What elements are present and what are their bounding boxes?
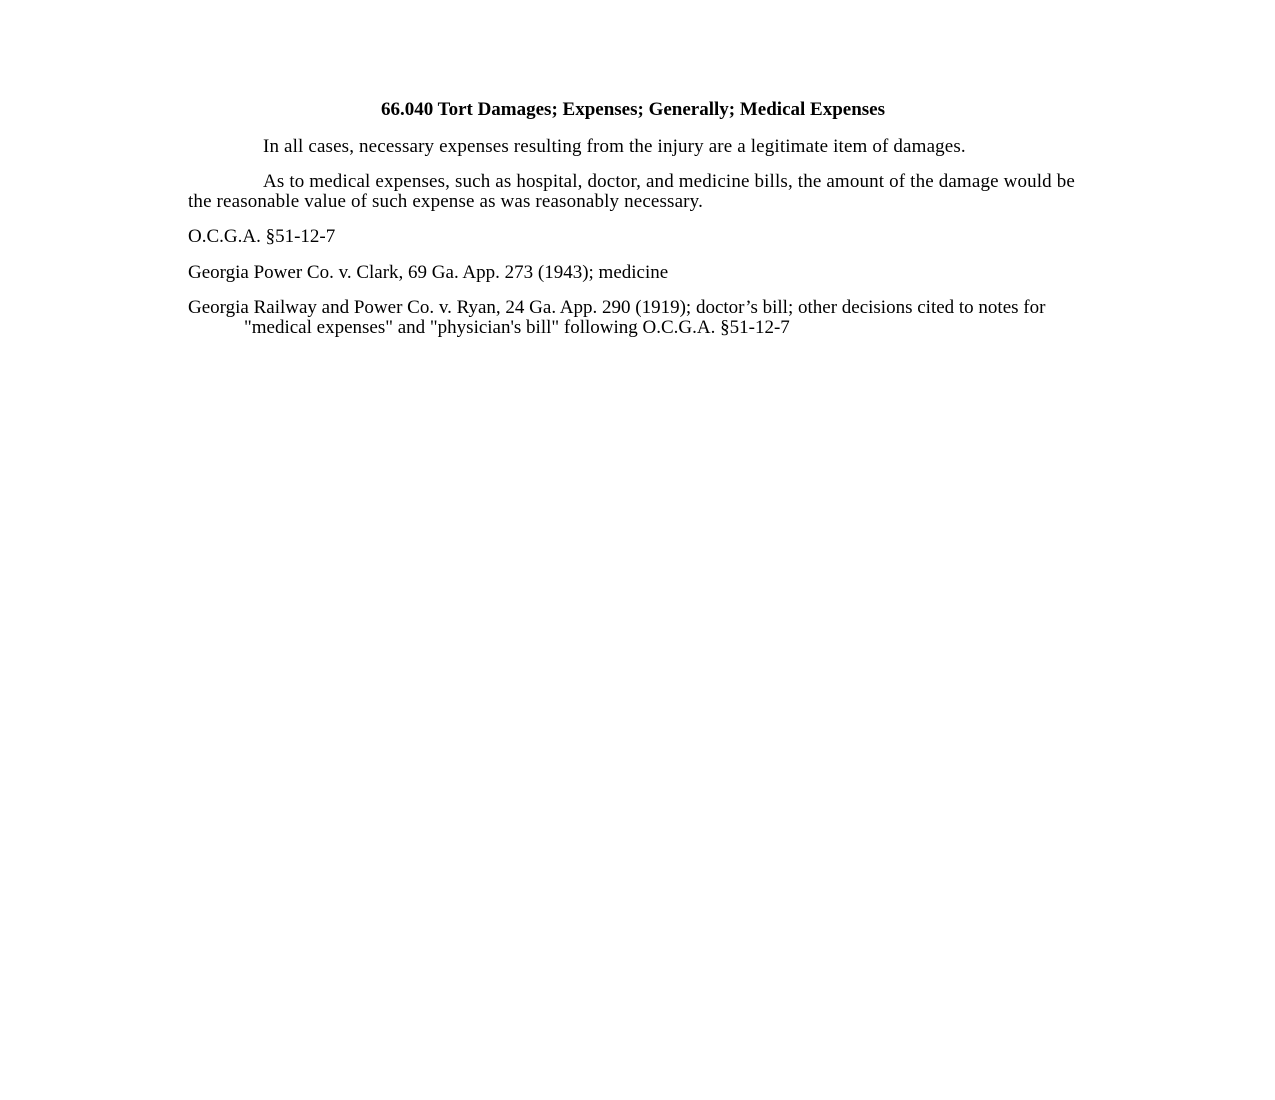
citation-statute: O.C.G.A. §51-12-7 — [188, 226, 336, 247]
citation-georgia-railway-v-ryan: Georgia Railway and Power Co. v. Ryan, 24 Ga. App. 290 (1919); doctor’s bill; other decisions cited to notes for "medical expenses" and "physician's bill" following O.C.G.A. §51-12-7 — [188, 297, 1046, 338]
paragraph-necessary-expenses: In all cases, necessary expenses resulting from the injury are a legitimate item of damages. — [263, 135, 966, 157]
paragraph-medical-expenses: As to medical expenses, such as hospital, doctor, and medicine bills, the amount of the damage would be the reasonable value of such expense as was reasonably necessary. — [188, 171, 1075, 212]
citation-georgia-power-v-clark: Georgia Power Co. v. Clark, 69 Ga. App. 273 (1943); medicine — [188, 261, 669, 283]
document-body — [188, 100, 1078, 353]
section-title: 66.040 Tort Damages; Expenses; Generally; Medical Expenses — [380, 99, 885, 120]
